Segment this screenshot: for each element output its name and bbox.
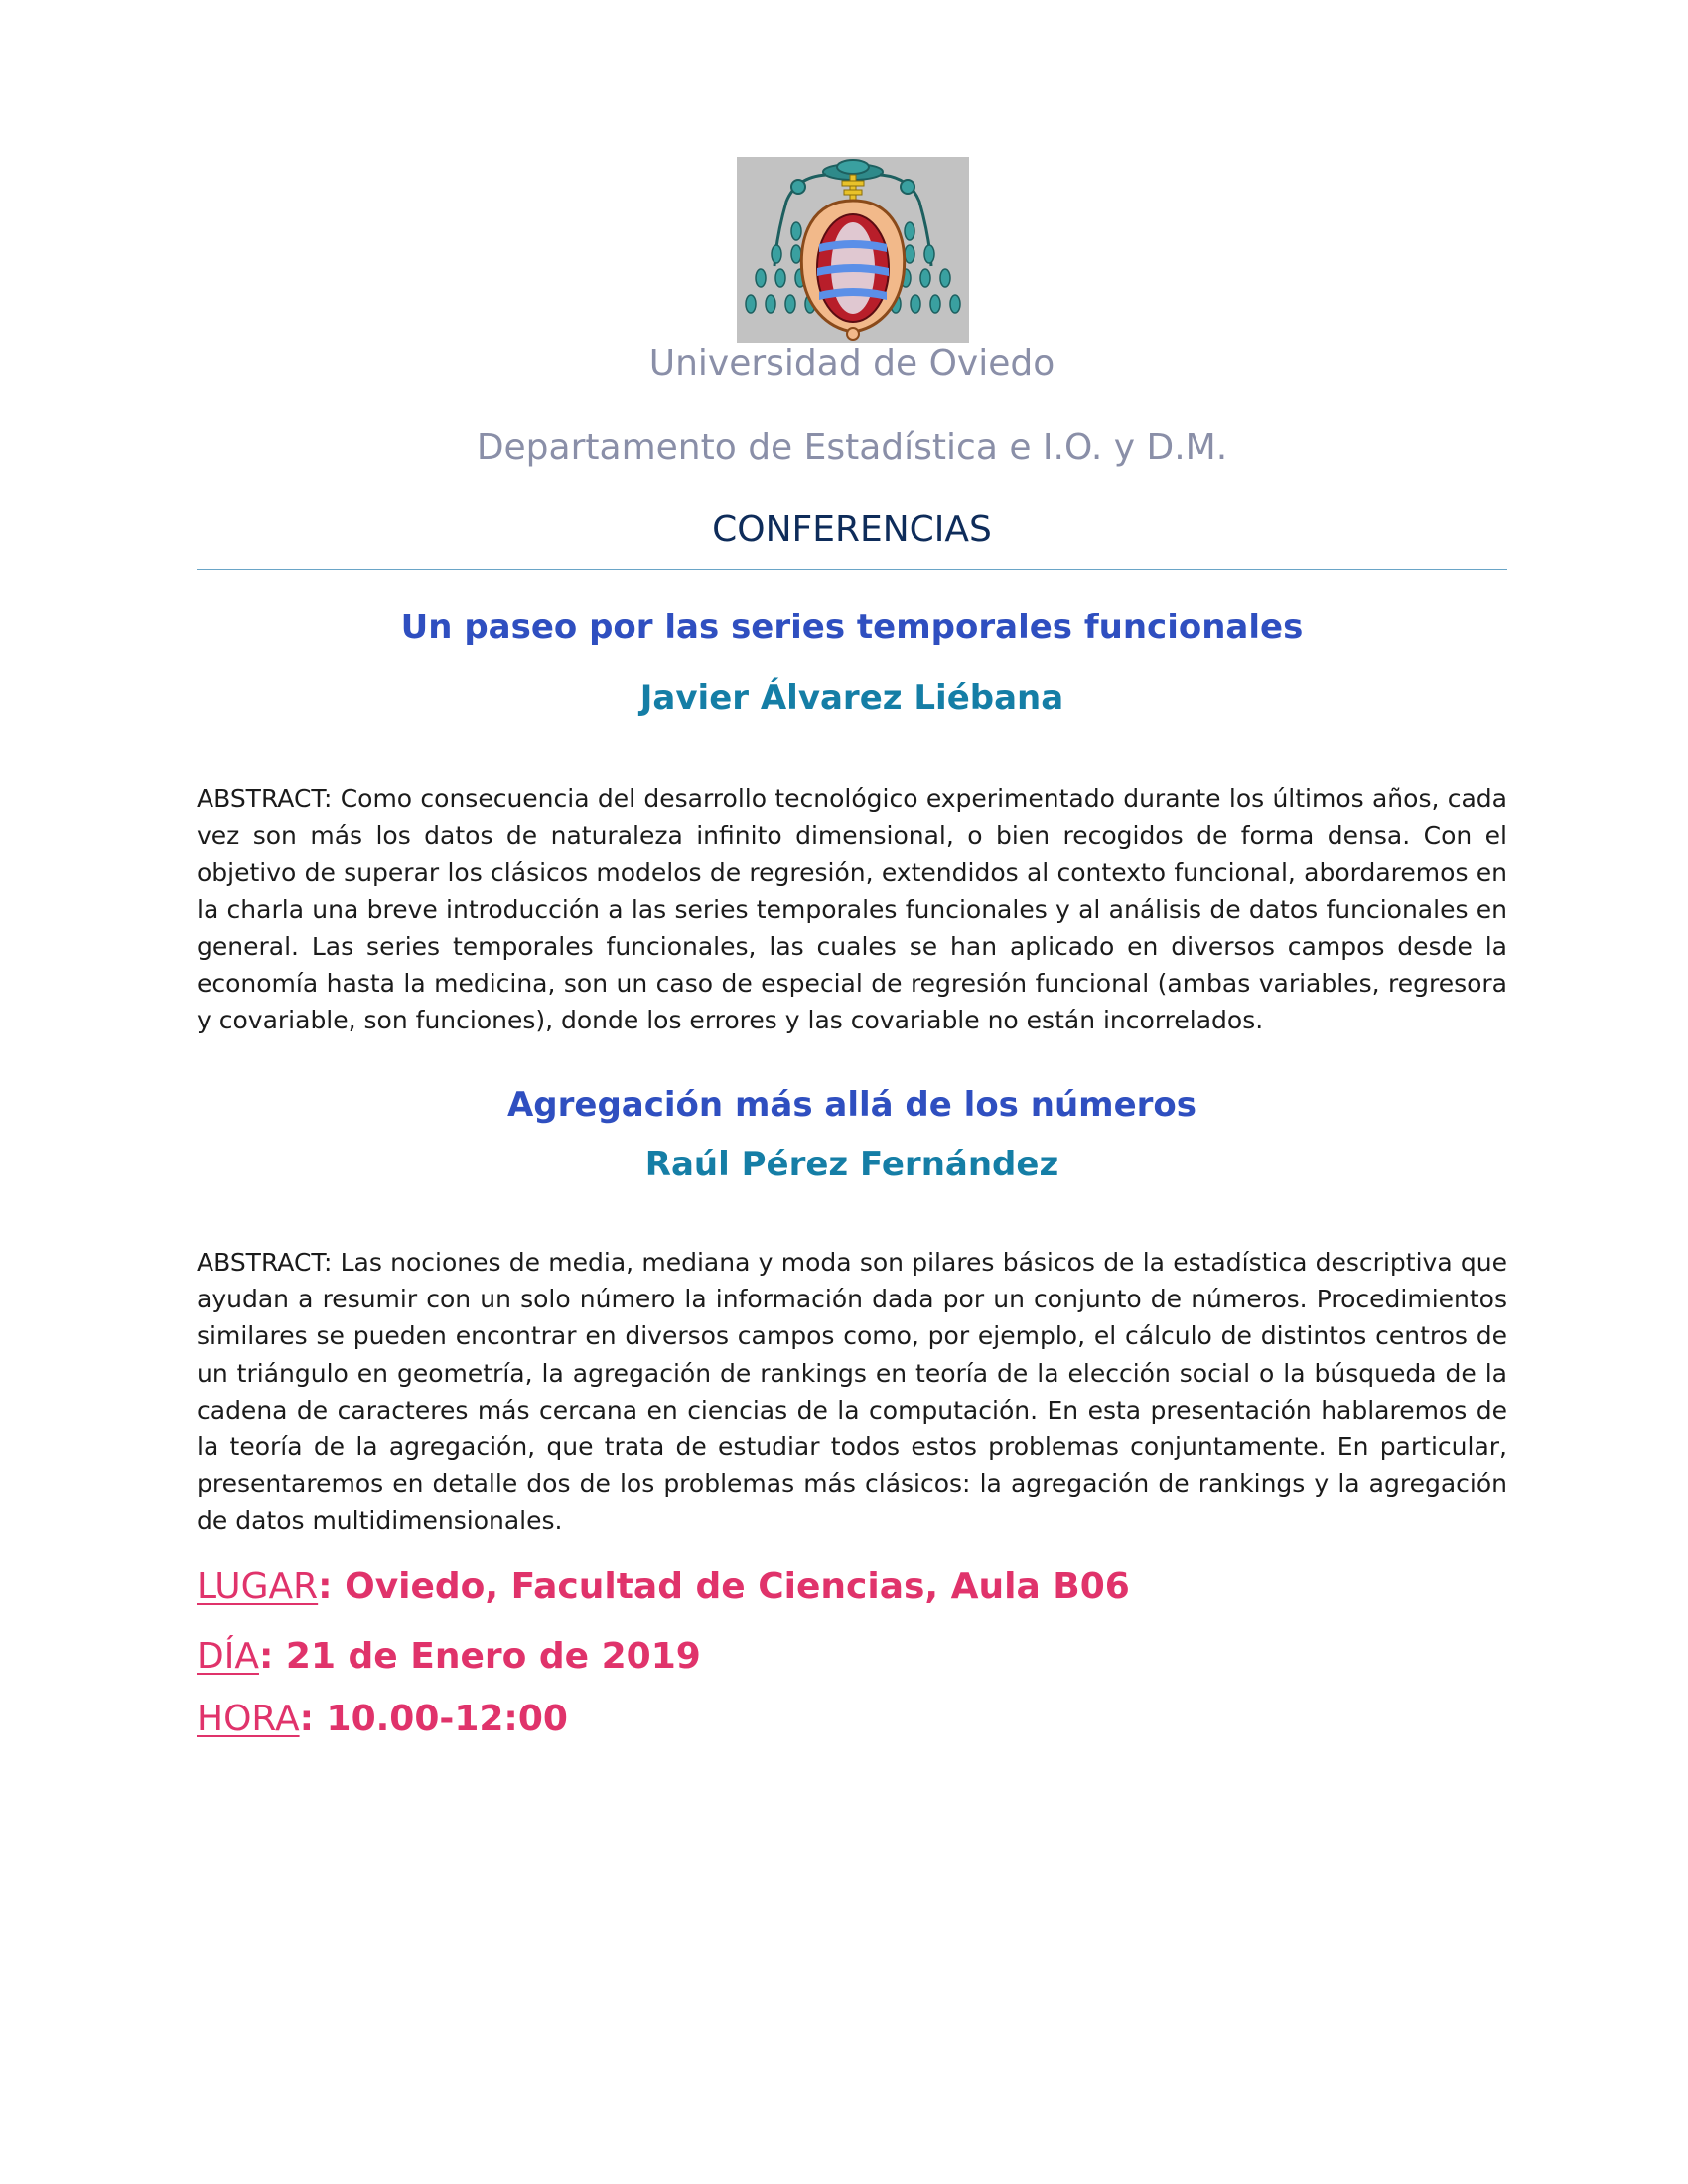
- talk-2-title: Agregación más allá de los números: [506, 1085, 1197, 1125]
- event-place: [197, 1567, 1130, 1607]
- department-name: Departamento de Estadística e I.O. y D.M.: [476, 427, 1228, 468]
- talk-2-speaker: Raúl Pérez Fernández: [644, 1145, 1059, 1184]
- talk-1-title: Un paseo por las series temporales funcionales: [400, 608, 1304, 647]
- talk-2-abstract: ABSTRACT: Las nociones de media, mediana y moda son pilares básicos de la estadística descriptiva que ayudan a resumir con un solo número la información dada por un conjunto de números. Procedimientos similares se pueden encontrar en diversos campos como, por ejemplo, el cálculo de distintos centros de un triángulo en geometría, la agregación de rankings en teoría de la elección social o la búsqueda de la cadena de caracteres más cercana en ciencias de la computación. En esta presentación hablaremos de la teoría de la agregación, que trata de estudiar todos estos problemas conjuntamente. En particular, presentaremos en detalle dos de los problemas más clásicos: la agregación de rankings y la agregación de datos multidimensionales.: [197, 1248, 1507, 1536]
- section-heading: CONFERENCIAS: [712, 509, 992, 550]
- talk-1-abstract: ABSTRACT: Como consecuencia del desarrollo tecnológico experimentado durante los últimos años, cada vez son más los datos de naturaleza infinito dimensional, o bien recogidos de forma densa. Con el objetivo de superar los clásicos modelos de regresión, extendidos al contexto funcional, abordaremos en la charla una breve introducción a las series temporales funcionales y al análisis de datos funcionales en general. Las series temporales funcionales, las cuales se han aplicado en diversos campos desde la economía hasta la medicina, son un caso de especial de regresión funcional (ambas variables, regresora y covariable, son funciones), donde los errores y las covariable no están incorrelados.: [197, 784, 1507, 1035]
- event-day-label: DÍA: [197, 1636, 259, 1677]
- event-time-value: : 10.00-12:00: [299, 1699, 568, 1739]
- event-time: [197, 1699, 568, 1739]
- event-time-label: HORA: [197, 1699, 300, 1739]
- event-day: [197, 1636, 701, 1677]
- university-coat-of-arms-icon: [737, 157, 969, 343]
- university-name: Universidad de Oviedo: [648, 343, 1055, 384]
- event-place-value: : Oviedo, Facultad de Ciencias, Aula B06: [318, 1567, 1130, 1607]
- event-place-label: LUGAR: [197, 1567, 319, 1607]
- talk-1-speaker: Javier Álvarez Liébana: [639, 678, 1064, 718]
- divider: [197, 569, 1507, 570]
- event-day-value: : 21 de Enero de 2019: [258, 1636, 701, 1677]
